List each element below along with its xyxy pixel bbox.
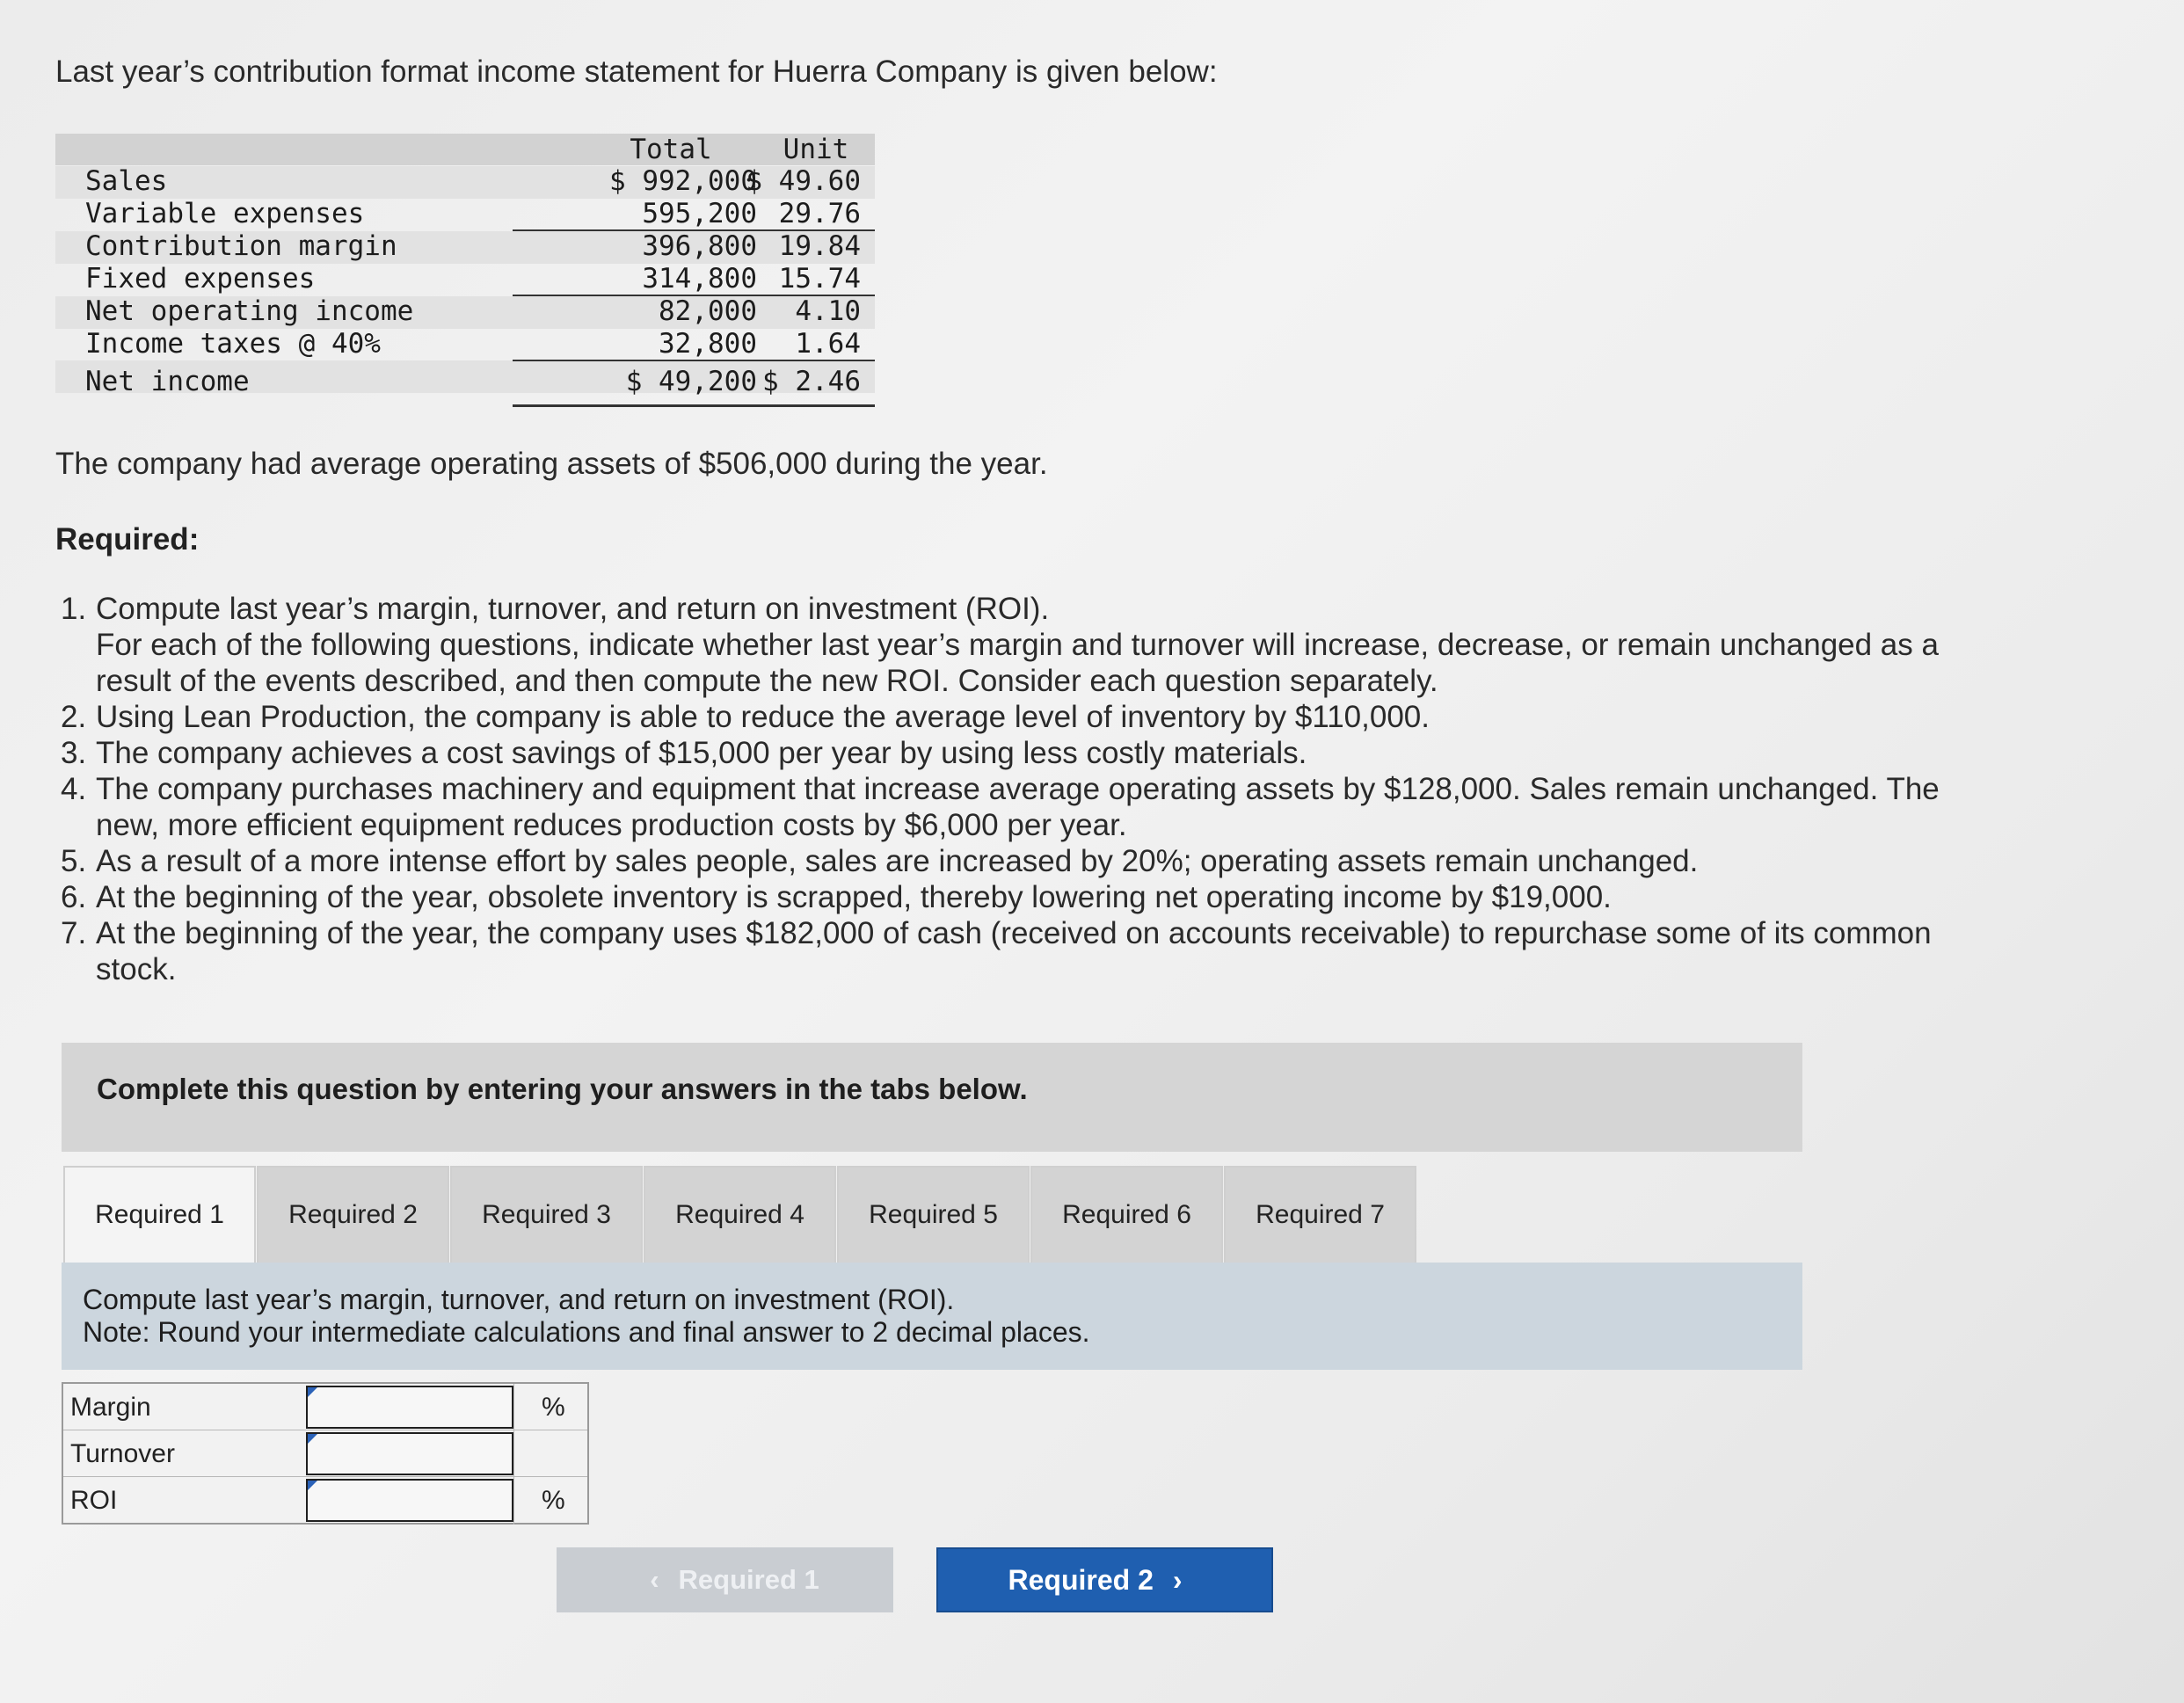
panel-note: Note: Round your intermediate calculations and final answer to 2 decimal places. <box>83 1316 1090 1348</box>
statement-row-unit: 29.76 <box>778 198 861 229</box>
roi-input[interactable] <box>306 1479 513 1522</box>
tab-bar <box>63 1166 1417 1263</box>
required-heading: Required: <box>55 522 200 557</box>
input-marker-icon <box>308 1434 317 1444</box>
answer-table <box>62 1382 589 1525</box>
tab-required-4[interactable]: Required 4 <box>644 1166 836 1263</box>
next-button-label: Required 2 <box>1008 1563 1154 1596</box>
subtotal-rule <box>513 360 875 361</box>
question-item <box>55 699 1972 735</box>
statement-row-total: 314,800 <box>642 263 757 295</box>
answer-row-margin <box>63 1384 587 1430</box>
assets-text: The company had average operating assets of $506,000 during the year. <box>55 447 1048 481</box>
percent-suffix: % <box>542 1393 565 1422</box>
question-item <box>55 591 1972 699</box>
prev-button[interactable] <box>557 1547 893 1612</box>
question-number: 3. <box>61 736 87 770</box>
statement-row-label: Variable expenses <box>85 198 365 229</box>
instruction-banner <box>62 1043 1802 1152</box>
statement-row-total: 396,800 <box>642 230 757 262</box>
answer-label: Turnover <box>70 1439 175 1468</box>
prev-button-label: Required 1 <box>678 1564 819 1595</box>
question-item <box>55 915 1972 987</box>
question-text: At the beginning of the year, obsolete inventory is scrapped, thereby lowering net operating income by $19,000. <box>96 880 1612 914</box>
question-number: 4. <box>61 772 87 806</box>
chevron-left-icon: ‹ <box>650 1564 659 1595</box>
question-number: 5. <box>61 844 87 878</box>
answer-row-turnover <box>63 1430 587 1477</box>
question-item <box>55 843 1972 879</box>
question-item <box>55 735 1972 771</box>
question-text: At the beginning of the year, the company uses $182,000 of cash (received on accounts receivable) to repurchase some of its common stock. <box>96 916 1932 986</box>
question-item <box>55 879 1972 915</box>
header-unit: Unit <box>783 134 849 165</box>
statement-row-unit: 19.84 <box>778 230 861 262</box>
answer-row-roi <box>63 1477 587 1524</box>
statement-row-unit: $ 2.46 <box>762 366 861 397</box>
question-text: Compute last year’s margin, turnover, and return on investment (ROI). <box>96 592 1050 626</box>
header-total: Total <box>630 134 712 165</box>
question-number: 1. <box>61 592 87 626</box>
statement-row-label: Net operating income <box>85 295 414 327</box>
panel-prompt: Compute last year’s margin, turnover, and return on investment (ROI). <box>83 1284 955 1315</box>
tab-required-1[interactable]: Required 1 <box>63 1166 256 1263</box>
tab-required-3[interactable]: Required 3 <box>450 1166 643 1263</box>
statement-row-unit: $ 49.60 <box>746 165 861 197</box>
statement-row-label: Income taxes @ 40% <box>85 328 381 360</box>
question-text: The company purchases machinery and equipment that increase average operating assets by $128,000. Sales remain unchanged. The new, more efficient equipment reduces production costs by $6,000 per year. <box>96 772 1940 842</box>
question-number: 6. <box>61 880 87 914</box>
answer-label: ROI <box>70 1486 118 1515</box>
statement-row-unit: 1.64 <box>795 328 861 360</box>
question-panel <box>62 1263 1802 1370</box>
statement-row-label: Contribution margin <box>85 230 397 262</box>
statement-row-label: Fixed expenses <box>85 263 316 295</box>
tab-required-2[interactable]: Required 2 <box>257 1166 449 1263</box>
margin-input[interactable] <box>306 1386 513 1429</box>
question-number: 2. <box>61 700 87 734</box>
statement-row-label: Sales <box>85 165 168 197</box>
answer-label: Margin <box>70 1393 151 1422</box>
percent-suffix: % <box>542 1486 565 1515</box>
question-text: As a result of a more intense effort by sales people, sales are increased by 20%; operating assets remain unchanged. <box>96 844 1699 878</box>
question-extra-text: For each of the following questions, indicate whether last year’s margin and turnover will increase, decrease, or remain unchanged as a result of the events described, and then compute the new ROI. Consider each question separately. <box>96 628 1939 698</box>
turnover-input[interactable] <box>306 1432 513 1475</box>
statement-row-total: 82,000 <box>659 295 757 327</box>
statement-row-unit: 4.10 <box>795 295 861 327</box>
question-number: 7. <box>61 916 87 950</box>
statement-row-total: 595,200 <box>642 198 757 229</box>
input-marker-icon <box>308 1387 317 1397</box>
next-button[interactable] <box>936 1547 1273 1612</box>
intro-text: Last year’s contribution format income statement for Huerra Company is given below: <box>55 55 1218 89</box>
tab-required-7[interactable]: Required 7 <box>1224 1166 1416 1263</box>
question-item <box>55 771 1972 843</box>
tab-required-6[interactable]: Required 6 <box>1030 1166 1223 1263</box>
question-text: Using Lean Production, the company is able to reduce the average level of inventory by $110,000. <box>96 700 1430 734</box>
statement-row-label: Net income <box>85 366 250 397</box>
statement-row-total: 32,800 <box>659 328 757 360</box>
statement-row-total: $ 992,000 <box>609 165 757 197</box>
instruction-text: Complete this question by entering your answers in the tabs below. <box>97 1073 1028 1105</box>
input-marker-icon <box>308 1481 317 1490</box>
total-rule <box>513 404 875 407</box>
statement-row-total: $ 49,200 <box>625 366 757 397</box>
question-text: The company achieves a cost savings of $15,000 per year by using less costly materials. <box>96 736 1307 770</box>
tab-required-5[interactable]: Required 5 <box>837 1166 1030 1263</box>
question-list <box>55 591 1972 987</box>
statement-row-unit: 15.74 <box>778 263 861 295</box>
income-statement <box>55 134 875 408</box>
chevron-right-icon: › <box>1172 1563 1183 1596</box>
